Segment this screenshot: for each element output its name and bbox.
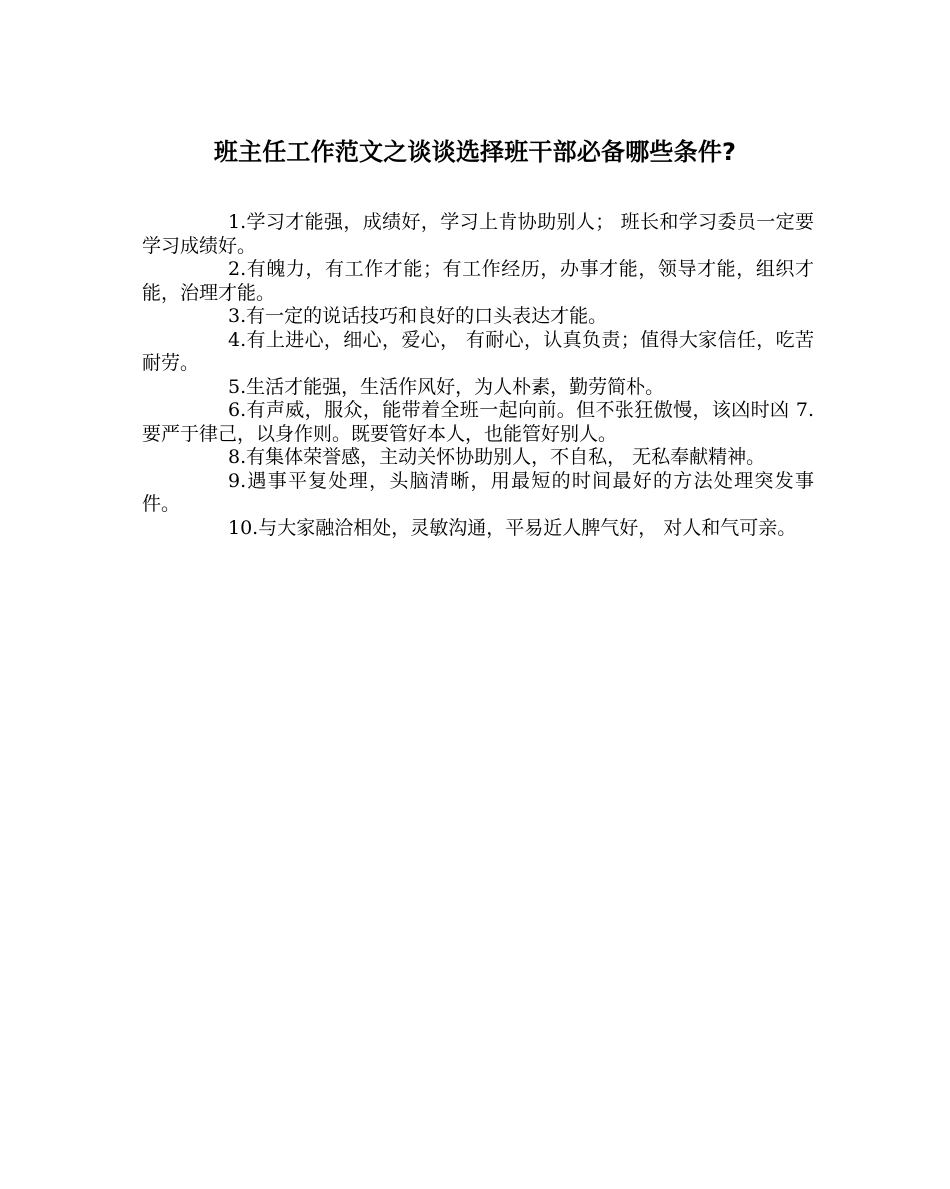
paragraph-item-9: 9.遇事平复处理，头脑清晰，用最短的时间最好的方法处理突发事件。 [142,469,814,515]
paragraph-item-10: 10.与大家融洽相处，灵敏沟通，平易近人脾气好， 对人和气可亲。 [228,516,797,539]
paragraph-item-1: 1.学习才能强，成绩好，学习上肯协助别人； 班长和学习委员一定要学习成绩好。 [142,211,814,257]
paragraph-item-5: 5.生活才能强，生活作风好，为人朴素，勤劳简朴。 [228,375,665,398]
paragraph-item-4: 4.有上进心，细心，爱心， 有耐心，认真负责；值得大家信任，吃苦耐劳。 [142,328,814,374]
paragraph-item-3: 3.有一定的说话技巧和良好的口头表达才能。 [228,305,608,327]
paragraph-item-2: 2.有魄力，有工作才能；有工作经历，办事才能，领导才能，组织才能，治理才能。 [142,258,814,304]
document-body [142,211,814,540]
paragraph-item-6: 6.有声威，服众，能带着全班一起向前。但不张狂傲慢，该凶时凶 7.要严于律己，以身作则。既要管好本人，也能管好别人。 [142,399,814,445]
document-title: 班主任工作范文之谈谈选择班干部必备哪些条件? [213,138,737,166]
paragraph-item-8: 8.有集体荣誉感，主动关怀协助别人，不自私， 无私奉献精神。 [228,446,766,468]
